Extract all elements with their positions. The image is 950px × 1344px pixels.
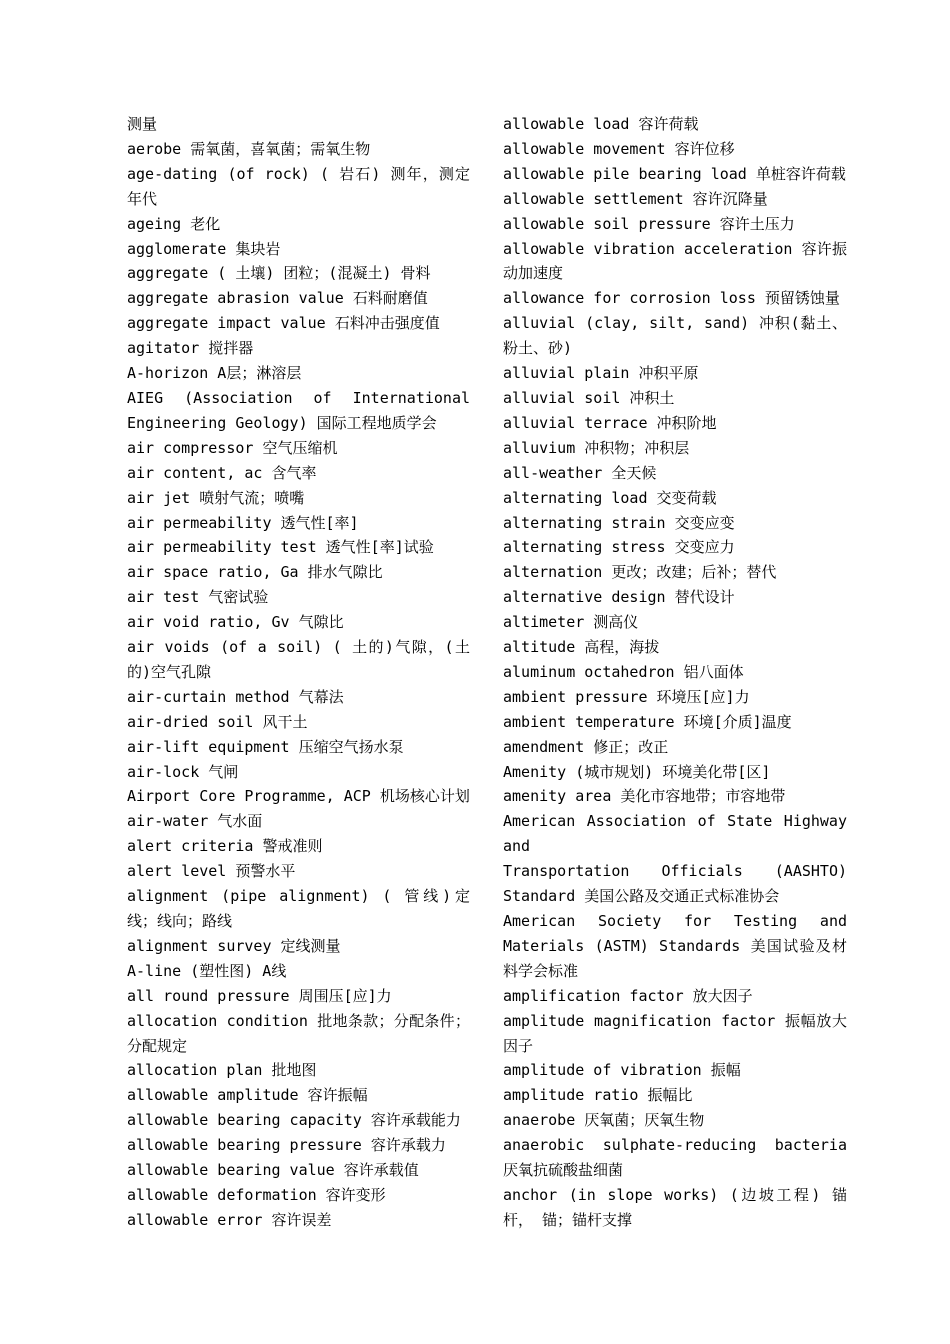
glossary-entry: allowable bearing value 容许承载值	[127, 1161, 419, 1180]
glossary-entry: altimeter 测高仪	[503, 613, 639, 632]
glossary-entry: allowable vibration acceleration 容许振动加速度	[503, 239, 847, 283]
glossary-entry: ageing 老化	[127, 214, 221, 233]
glossary-entry: allowable deformation 容许变形	[127, 1185, 386, 1204]
glossary-entry: aggregate impact value 石料冲击强度值	[127, 314, 440, 333]
glossary-entry: amplitude of vibration 振幅	[503, 1061, 741, 1080]
glossary-entry: air-lock 气闸	[127, 762, 239, 781]
glossary-entry: anchor (in slope works) (边坡工程) 锚杆， 锚；锚杆支撑	[503, 1185, 847, 1229]
glossary-entry: A-line (塑性图) A线	[127, 961, 287, 980]
glossary-entry: alternation 更改；改建；后补；替代	[503, 563, 777, 582]
glossary-entry: amendment 修正；改正	[503, 737, 669, 756]
glossary-entry: alluvial plain 冲积平原	[503, 364, 699, 383]
glossary-entry: allowable soil pressure 容许土压力	[503, 214, 795, 233]
glossary-entry: allocation condition 批地条款；分配条件；分配规定	[127, 1011, 470, 1055]
glossary-entry: alert level 预警水平	[127, 862, 296, 881]
left-column	[127, 112, 470, 1233]
glossary-entry: allowable settlement 容许沉降量	[503, 189, 768, 208]
glossary-entry: allowable pile bearing load 单桩容许荷载	[503, 164, 846, 183]
glossary-entry: air void ratio, Gv 气隙比	[127, 613, 344, 632]
glossary-entry: alternating stress 交变应力	[503, 538, 735, 557]
glossary-entry: alert criteria 警戒准则	[127, 837, 323, 856]
glossary-entry: Transportation Officials (AASHTO) Standard 美国公路及交通正式标准协会	[503, 862, 847, 906]
glossary-entry: alluvial (clay, silt, sand) 冲积(黏土、粉土、砂)	[503, 314, 847, 358]
glossary-entry: air permeability test 透气性[率]试验	[127, 538, 434, 557]
glossary-entry: air space ratio, Ga 排水气隙比	[127, 563, 383, 582]
glossary-entry: allowable load 容许荷载	[503, 115, 699, 133]
glossary-entry: A-horizon A层；淋溶层	[127, 364, 302, 383]
glossary-entry: alluvial terrace 冲积阶地	[503, 413, 717, 432]
glossary-entry: amplitude magnification factor 振幅放大因子	[503, 1011, 847, 1055]
glossary-entry: Amenity (城市规划) 环境美化带[区]	[503, 762, 771, 781]
glossary-entry: all round pressure 周围压[应]力	[127, 986, 392, 1005]
glossary-entry: amplitude ratio 振幅比	[503, 1086, 693, 1105]
glossary-entry: alternating strain 交变应变	[503, 513, 735, 532]
glossary-entry: alignment (pipe alignment) ( 管线)定线；线向；路线	[127, 887, 470, 930]
glossary-entry: anaerobe 厌氧菌；厌氧生物	[503, 1111, 705, 1130]
glossary-entry: allocation plan 批地图	[127, 1061, 317, 1080]
glossary-entry: American Association of State Highway and	[503, 812, 847, 856]
glossary-entry: aggregate abrasion value 石料耐磨值	[127, 289, 428, 308]
glossary-entry: allowable error 容许误差	[127, 1210, 332, 1229]
glossary-entry: alluvium 冲积物；冲积层	[503, 438, 690, 457]
glossary-entry: allowance for corrosion loss 预留锈蚀量	[503, 289, 840, 308]
glossary-entry: air compressor 空气压缩机	[127, 438, 338, 457]
glossary-entry: ambient temperature 环境[介质]温度	[503, 712, 792, 731]
glossary-entry: allowable bearing pressure 容许承载力	[127, 1136, 446, 1155]
glossary-entry: air-lift equipment 压缩空气扬水泵	[127, 737, 404, 756]
glossary-entry: amplification factor 放大因子	[503, 986, 753, 1005]
glossary-entry: alternating load 交变荷载	[503, 488, 717, 507]
glossary-entry: alluvial soil 冲积土	[503, 388, 675, 407]
glossary-entry: agglomerate 集块岩	[127, 239, 281, 258]
glossary-entry: AIEG (Association of International Engineering Geology) 国际工程地质学会	[127, 388, 470, 432]
glossary-entry: agitator 搅拌器	[127, 339, 254, 358]
glossary-entry: altitude 高程，海拔	[503, 638, 660, 657]
glossary-entry: air-curtain method 气幕法	[127, 687, 344, 706]
glossary-entry: air-water 气水面	[127, 812, 263, 831]
glossary-entry: anaerobic sulphate-reducing bacteria 厌氧抗硫酸盐细菌	[503, 1136, 847, 1180]
glossary-entry: alternative design 替代设计	[503, 588, 735, 607]
glossary-entry: aluminum octahedron 铝八面体	[503, 662, 744, 681]
glossary-entry: alignment survey 定线测量	[127, 936, 341, 955]
glossary-entry: 测量	[127, 115, 158, 133]
glossary-entry: air voids (of a soil) ( 土的)气隙，(土的)空气孔隙	[127, 638, 470, 681]
glossary-entry: air permeability 透气性[率]	[127, 513, 359, 532]
glossary-entry: Airport Core Programme, ACP 机场核心计划	[127, 787, 470, 806]
glossary-entry: air-dried soil 风干土	[127, 712, 308, 731]
glossary-entry: air test 气密试验	[127, 588, 269, 607]
glossary-entry: allowable movement 容许位移	[503, 139, 735, 158]
glossary-entry: allowable bearing capacity 容许承载能力	[127, 1111, 461, 1130]
glossary-entry: amenity area 美化市容地带；市容地带	[503, 787, 786, 806]
glossary-entry: allowable amplitude 容许振幅	[127, 1086, 368, 1105]
glossary-entry: air content, ac 含气率	[127, 463, 317, 482]
glossary-entry: ambient pressure 环境压[应]力	[503, 687, 750, 706]
glossary-entry: American Society for Testing and Materials (ASTM) Standards 美国试验及材料学会标准	[503, 912, 847, 980]
glossary-entry: aggregate ( 土壤) 团粒；(混凝土) 骨料	[127, 264, 431, 283]
glossary-entry: all-weather 全天候	[503, 463, 657, 482]
glossary-entry: aerobe 需氧菌，喜氧菌；需氧生物	[127, 139, 371, 158]
glossary-entry: age-dating (of rock) ( 岩石) 测年，测定年代	[127, 164, 470, 208]
right-column	[503, 112, 847, 1233]
glossary-entry: air jet 喷射气流；喷嘴	[127, 488, 305, 507]
